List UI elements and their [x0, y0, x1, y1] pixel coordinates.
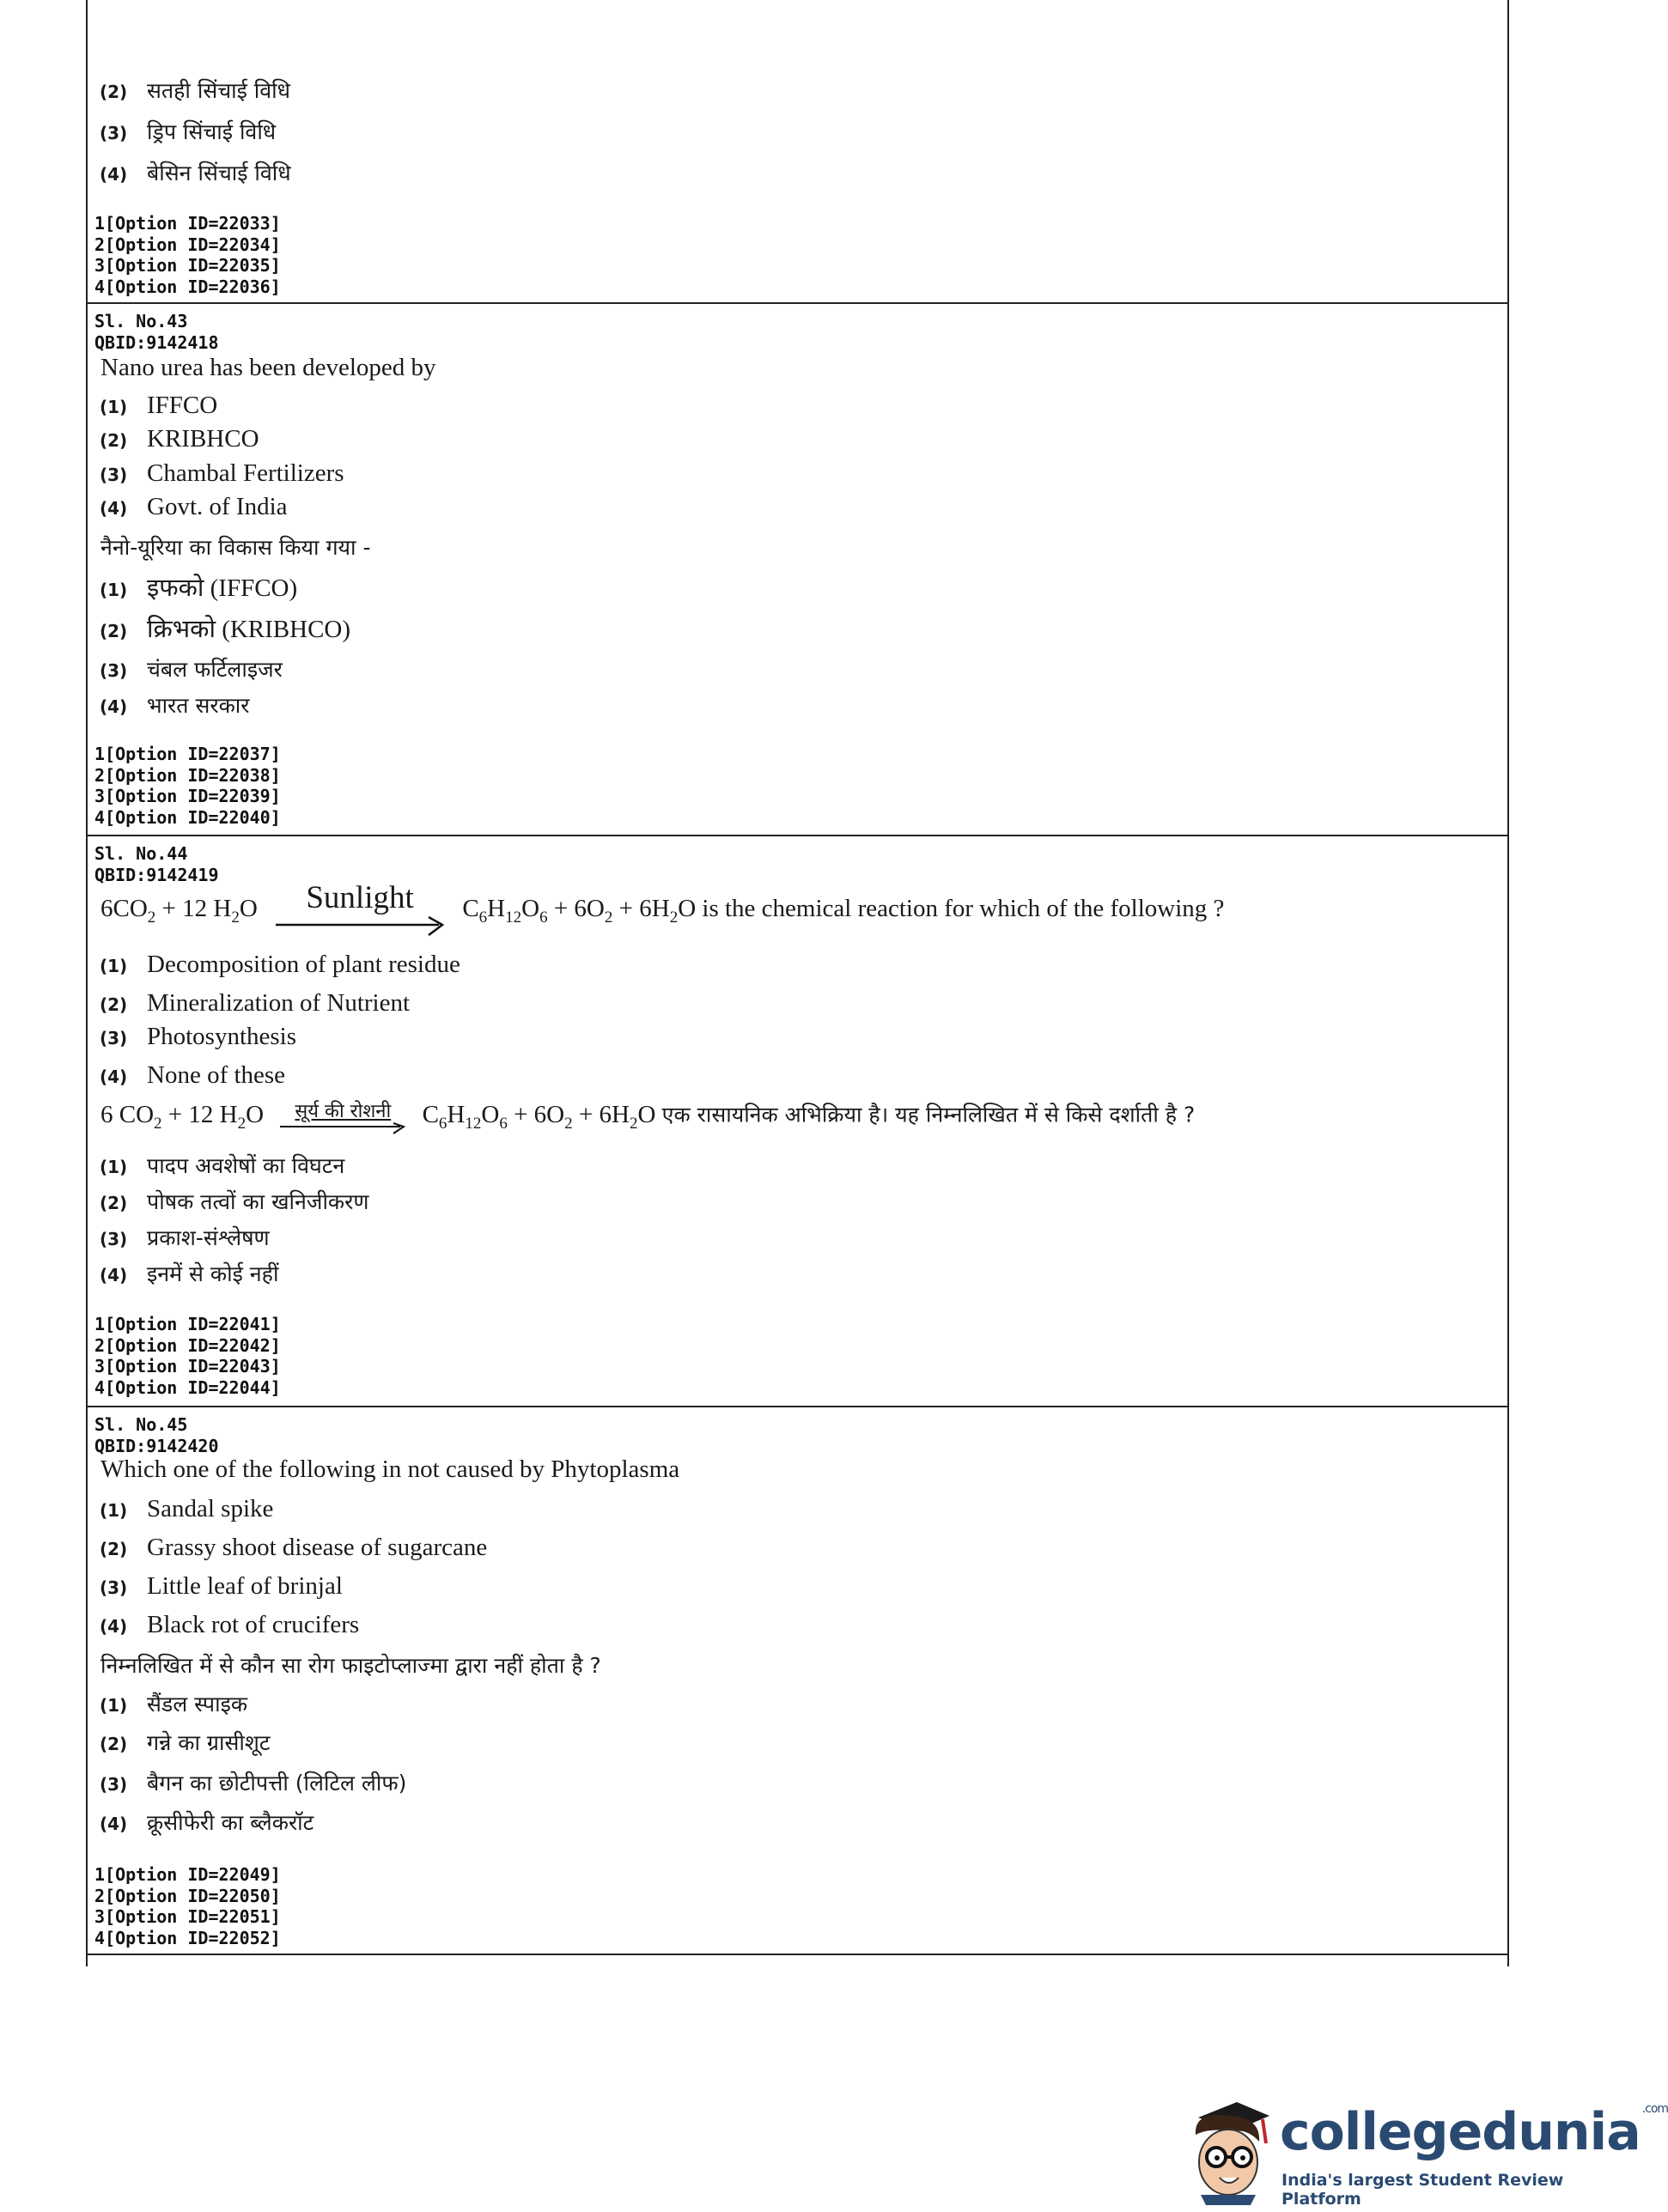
- collegedunia-logo: [1177, 2094, 1668, 2209]
- question-text-en: Nano urea has been developed by: [100, 354, 436, 381]
- question-block-43: [88, 302, 1507, 836]
- option-en-2: (2) Mineralization of Nutrient: [100, 989, 411, 1017]
- option-hi-4: (4) इनमें से कोई नहीं: [100, 1261, 279, 1286]
- option-hi-2: (2) क्रिभको (KRIBHCO): [100, 616, 351, 643]
- question-sheet: [86, 0, 1509, 1966]
- option-ids: 1[Option ID=22049] 2[Option ID=22050] 3[Option ID=22051] 4[Option ID=22052]: [94, 1864, 281, 1948]
- arrow-icon: [274, 916, 446, 937]
- mascot-icon: [1177, 2094, 1280, 2205]
- question-header: Sl. No.45 QBID:9142420: [94, 1414, 219, 1456]
- option-en-1: (1) Decomposition of plant residue: [100, 951, 460, 978]
- option-hi-1: (1) पादप अवशेषों का विघटन: [100, 1153, 345, 1178]
- question-text-hi: निम्नलिखित में से कौन सा रोग फाइटोप्लाज्मा द्वारा नहीं होता है ?: [100, 1653, 601, 1678]
- option-hi-4: (4) क्रूसीफेरी का ब्लैकरॉट: [100, 1810, 314, 1835]
- option-hi-1: (1) सैंडल स्पाइक: [100, 1692, 248, 1717]
- question-text-hi: [100, 1097, 1195, 1135]
- reactants: $6CO_2 + 12$ $H_2O$: [100, 895, 258, 927]
- option-en-1: (1) IFFCO: [100, 392, 218, 419]
- question-text-hi: नैनो-यूरिया का विकास किया गया -: [100, 535, 371, 560]
- option-hi-2: (2) सतही सिंचाई विधि: [100, 78, 291, 103]
- arrow-icon: [278, 1123, 407, 1135]
- logo-wordmark: collegedunia $^{.com}$: [1280, 2102, 1668, 2162]
- logo-tagline: India's largest Student Review Platform: [1281, 2171, 1564, 2209]
- products: $C_6H_{12}O_6 + 6O_2 + 6H_2O$: [462, 895, 697, 927]
- option-ids: 1[Option ID=22037] 2[Option ID=22038] 3[Option ID=22039] 4[Option ID=22040]: [94, 744, 281, 828]
- question-text-en: Which one of the following in not caused by Phytoplasma: [100, 1455, 680, 1483]
- option-en-1: (1) Sandal spike: [100, 1495, 274, 1522]
- reaction-arrow: [274, 880, 446, 937]
- question-suffix: is the chemical reaction for which of the following ?: [702, 895, 1225, 923]
- option-en-2: (2) Grassy shoot disease of sugarcane: [100, 1534, 488, 1561]
- reactants: 6 $CO_2 + 12$ $H_2O$: [100, 1100, 265, 1133]
- option-en-4: (4) Black rot of crucifers: [100, 1611, 360, 1638]
- option-hi-4: (4) भारत सरकार: [100, 693, 250, 718]
- logo-dotcom: .com: [1641, 2102, 1668, 2116]
- option-en-3: (3) Photosynthesis: [100, 1023, 297, 1050]
- option-en-4: (4) Govt. of India: [100, 493, 288, 520]
- option-hi-3: (3) चंबल फर्टिलाइजर: [100, 657, 283, 682]
- option-ids: 1[Option ID=22033] 2[Option ID=22034] 3[Option ID=22035] 4[Option ID=22036]: [94, 213, 281, 297]
- option-hi-4: (4) बेसिन सिंचाई विधि: [100, 161, 291, 185]
- option-en-2: (2) KRIBHCO: [100, 425, 259, 453]
- question-text-en: [100, 880, 1225, 937]
- option-en-3: (3) Chambal Fertilizers: [100, 459, 344, 487]
- option-hi-1: (1) इफको (IFFCO): [100, 574, 298, 602]
- option-en-4: (4) None of these: [100, 1061, 286, 1089]
- option-hi-2: (2) पोषक तत्वों का खनिजीकरण: [100, 1189, 369, 1214]
- option-en-3: (3) Little leaf of brinjal: [100, 1572, 343, 1600]
- question-header: Sl. No.43 QBID:9142418: [94, 311, 219, 353]
- question-block-45: [88, 1406, 1507, 1955]
- reaction-arrow: [278, 1097, 407, 1135]
- question-suffix: एक रासायनिक अभिक्रिया है। यह निम्नलिखित में से किसे दर्शाती है ?: [661, 1102, 1196, 1127]
- option-ids: 1[Option ID=22041] 2[Option ID=22042] 3[Option ID=22043] 4[Option ID=22044]: [94, 1314, 281, 1398]
- option-hi-3: (3) बैगन का छोटीपत्ती (लिटिल लीफ): [100, 1771, 407, 1796]
- arrow-label: सूर्य की रोशनी: [295, 1101, 392, 1122]
- arrow-label: Sunlight: [306, 880, 414, 915]
- question-block-44: [88, 835, 1507, 1407]
- question-header: Sl. No.44 QBID:9142419: [94, 843, 219, 885]
- option-hi-3: (3) प्रकाश-संश्लेषण: [100, 1225, 270, 1250]
- option-hi-2: (2) गन्ने का ग्रासीशूट: [100, 1730, 271, 1755]
- option-hi-3: (3) ड्रिप सिंचाई विधि: [100, 119, 277, 144]
- products: $C_6H_{12}O_6 + 6O_2 + 6H_2O$: [422, 1100, 656, 1133]
- question-block-42-tail: [88, 0, 1507, 304]
